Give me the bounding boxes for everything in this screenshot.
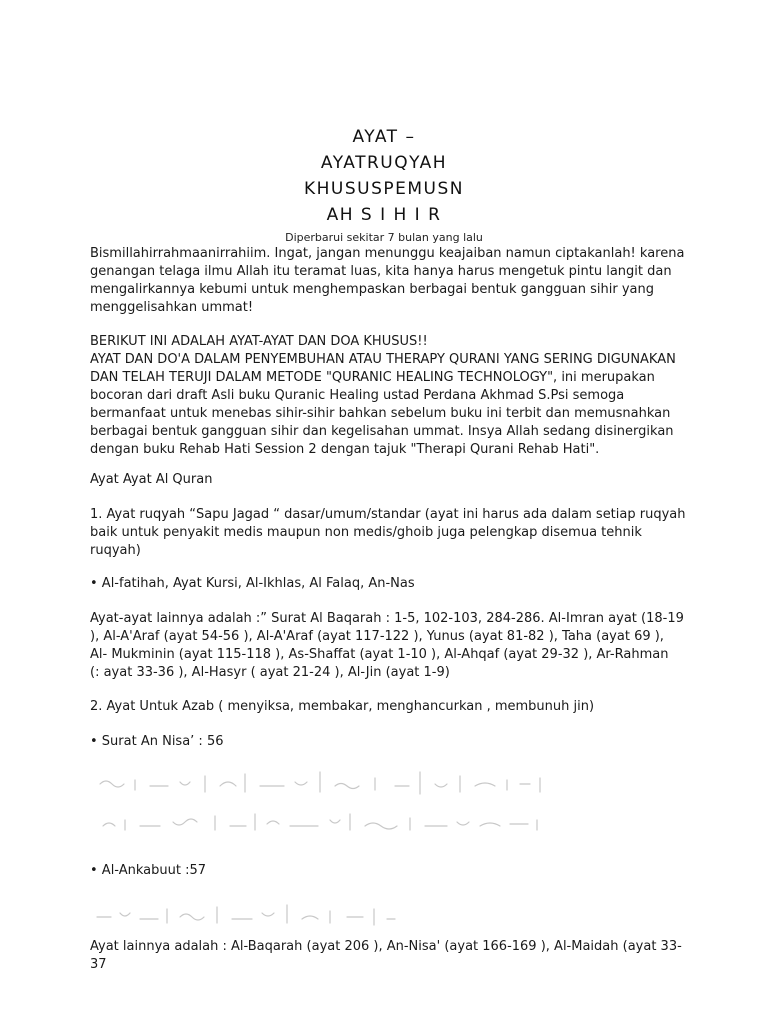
item-1-line: 1. Ayat ruqyah “Sapu Jagad “ dasar/umum/standar (ayat ini harus ada dalam setiap ruqyah (90, 507, 686, 522)
item-1 (90, 506, 690, 560)
arabic-verse-line (95, 802, 555, 842)
others-2-line: Ayat lainnya adalah : Al-Baqarah (ayat 206 ), An-Nisa' (ayat 166-169 ), Al-Maidah (ayat 33- (90, 939, 682, 954)
title-line-2: AYATRUQYAH (320, 153, 448, 173)
item-1-line: baik untuk penyakit medis maupun non medis/ghoib juga pelengkap disemua tehnik (90, 525, 642, 540)
intro-line: genangan telaga ilmu Allah itu teramat luas, kita hanya harus mengetuk pintu langit dan (90, 264, 672, 279)
intro-line: mengalirkannya kebumi untuk menghempaskan berbagai bentuk gangguan sihir yang (90, 282, 655, 297)
intro-line: Bismillahirrahmaanirrahiim. Ingat, jangan menunggu keajaiban namun ciptakanlah! karena (90, 246, 685, 261)
section-block (90, 333, 690, 459)
title-line-3: KHUSUSPEMUSN (303, 179, 464, 199)
updated-note: Diperbarui sekitar 7 bulan yang lalu (285, 231, 483, 244)
arabic-verse-line (92, 895, 402, 935)
section-line: dengan buku Rehab Hati Session 2 dengan tajuk "Therapi Qurani Rehab Hati". (90, 442, 600, 457)
title-line-1: AYAT – (352, 127, 416, 147)
others-2-line: 37 (90, 957, 107, 972)
bullet-3: • Al-Ankabuut :57 (90, 863, 206, 878)
intro-line: menggelisahkan ummat! (90, 300, 254, 315)
others-1-line: ), Al-A'Araf (ayat 54-56 ), Al-A'Araf (ayat 117-122 ), Yunus (ayat 81-82 ), Taha (ayat 69 ), (90, 629, 664, 644)
others-2 (90, 938, 690, 974)
title-line-4: AH S I H I R (326, 205, 442, 225)
item-1-line: ruqyah) (90, 543, 141, 558)
others-1-line: (: ayat 33-36 ), Al-Hasyr ( ayat 21-24 ), Al-Jin (ayat 1-9) (90, 665, 450, 680)
section-line: DAN TELAH TERUJI DALAM METODE "QURANIC HEALING TECHNOLOGY", ini merupakan (90, 370, 655, 385)
bullet-1: • Al-fatihah, Ayat Kursi, Al-Ikhlas, Al Falaq, An-Nas (90, 576, 415, 591)
section-line: bermanfaat untuk menebas sihir-sihir bahkan sebelum buku ini terbit dan memusnahkan (90, 406, 671, 421)
ayat-heading: Ayat Ayat Al Quran (90, 472, 213, 487)
section-line: berbagai bentuk gangguan sihir dan kegelisahan ummat. Insya Allah sedang disinergikan (90, 424, 674, 439)
intro-paragraph (90, 245, 690, 317)
bullet-2: • Surat An Nisa’ : 56 (90, 734, 224, 749)
others-1 (90, 610, 690, 682)
others-1-line: Al- Mukminin (ayat 115-118 ), As-Shaffat (ayat 1-10 ), Al-Ahqaf (ayat 29-32 ), Ar-Rahman (90, 647, 669, 662)
section-line: bocoran dari draft Asli buku Quranic Healing ustad Perdana Akhmad S.Psi semoga (90, 388, 625, 403)
item-2: 2. Ayat Untuk Azab ( menyiksa, membakar, menghancurkan , membunuh jin) (90, 699, 595, 714)
section-line: AYAT DAN DO'A DALAM PENYEMBUHAN ATAU THERAPY QURANI YANG SERING DIGUNAKAN (90, 352, 676, 367)
others-1-line: Ayat-ayat lainnya adalah :” Surat Al Baqarah : 1-5, 102-103, 284-286. Al-Imran ayat (18-19 (90, 611, 684, 626)
arabic-verse-line (95, 762, 555, 802)
section-heading: BERIKUT INI ADALAH AYAT-AYAT DAN DOA KHUSUS!! (90, 334, 428, 349)
